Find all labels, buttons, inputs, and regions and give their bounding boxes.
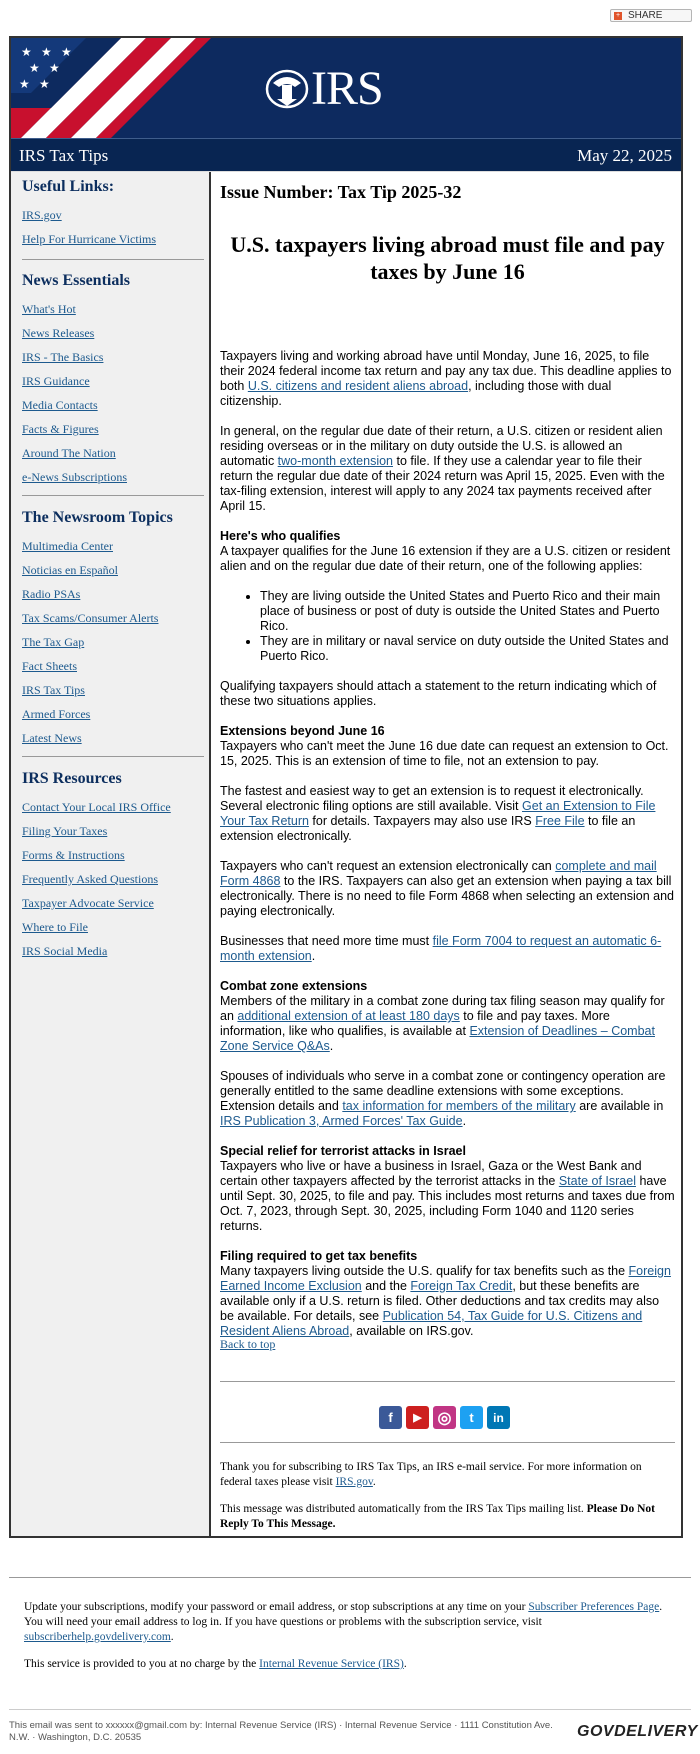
newsletter-title: IRS Tax Tips xyxy=(19,146,109,165)
sidebar xyxy=(11,172,211,1536)
paragraph: Spouses of individuals who serve in a combat zone or contingency operation are generally entitled to the same deadline extensions with some exceptions. Extension details and tax information for members of the military are available in IRS Publication 3, Armed Forces' Tax Guide. xyxy=(220,1069,666,1128)
sidebar-link[interactable]: Where to File xyxy=(22,920,88,934)
sidebar-link[interactable]: Armed Forces xyxy=(22,707,91,721)
svg-text:★: ★ xyxy=(29,61,40,75)
article-link[interactable]: Get an Extension to File Your Tax Return xyxy=(220,799,656,828)
paragraph: Thank you for subscribing to IRS Tax Tips, an IRS e-mail service. For more information on federal taxes please visit IRS.gov. xyxy=(220,1461,642,1488)
sidebar-link[interactable]: Latest News xyxy=(22,731,82,745)
sidebar-link[interactable]: IRS Guidance xyxy=(22,374,90,388)
qualifies-list xyxy=(220,589,675,664)
paragraph: In general, on the regular due date of their return, a U.S. citizen or resident alien residing overseas or in the military on duty outside the U.S. is allowed an automatic two-month extension to file. If they use a calendar year to file their return the regular due date of their 2024 return was April 15, 2025. Even with the tax-filing extension, interest will apply to any 2024 tax payments received after April 15. xyxy=(220,424,665,513)
paragraph: This service is provided to you at no charge by the Internal Revenue Service (IRS). xyxy=(24,1658,407,1670)
section-heading: Combat zone extensions xyxy=(220,979,368,993)
sidebar-link[interactable]: e-News Subscriptions xyxy=(22,470,127,484)
share-button[interactable] xyxy=(610,9,692,22)
section-heading: Filing required to get tax benefits xyxy=(220,1249,418,1263)
section-heading: Special relief for terrorist attacks in Israel xyxy=(220,1144,466,1158)
divider xyxy=(220,1381,675,1382)
sidebar-link[interactable]: Around The Nation xyxy=(22,446,116,460)
newsroom-topics-heading: The Newsroom Topics xyxy=(22,509,173,526)
sidebar-link[interactable]: Fact Sheets xyxy=(22,659,77,673)
article-link[interactable]: Foreign Earned Income Exclusion xyxy=(220,1264,671,1293)
email-sent-line: This email was sent to xxxxxx@gmail.com by: Internal Revenue Service (IRS) · Internal Revenue Service · 1111 Constitution Ave. N.W. · Washington, D.C. 20535 xyxy=(9,1720,553,1743)
article-link[interactable]: IRS Publication 3, Armed Forces' Tax Guide xyxy=(220,1114,463,1128)
sidebar-link[interactable]: What's Hot xyxy=(22,302,76,316)
eagle-icon xyxy=(265,69,309,109)
sidebar-link[interactable]: Media Contacts xyxy=(22,398,98,412)
paragraph: Businesses that need more time must file Form 7004 to request an automatic 6-month extension. xyxy=(220,934,662,963)
paragraph: Here's who qualifies A taxpayer qualifies for the June 16 extension if they are a U.S. citizen or resident alien and on the regular due date of their return, one of the following applies: xyxy=(220,529,671,573)
issue-date: May 22, 2025 xyxy=(577,146,672,165)
article-headline: U.S. taxpayers living abroad must file and pay taxes by June 16 xyxy=(230,232,665,284)
sidebar-link[interactable]: IRS Tax Tips xyxy=(22,683,85,697)
subscription-footer xyxy=(24,1600,674,1684)
sidebar-link[interactable]: The Tax Gap xyxy=(22,635,85,649)
svg-text:★: ★ xyxy=(39,77,50,91)
paragraph: Taxpayers who can't request an extension electronically can complete and mail Form 4868 to the IRS. Taxpayers can also get an extension when paying a tax bill electronically. There is no need to file Form 4868 when selecting an extension and paying electronically. xyxy=(220,859,674,918)
social-icons xyxy=(379,1406,510,1429)
article-link[interactable]: Extension of Deadlines – Combat Zone Service Q&As xyxy=(220,1024,655,1053)
article-link[interactable]: State of Israel xyxy=(558,1174,636,1188)
sidebar-link[interactable]: Multimedia Center xyxy=(22,539,113,553)
paragraph: Special relief for terrorist attacks in Israel Taxpayers who live or have a business in Israel, Gaza or the West Bank and certain other taxpayers affected by the terrorist attacks in the State of Israel have until Sept. 30, 2025, to file and pay. This includes most returns and taxes due from Oct. 7, 2023, through Sept. 30, 2025, including Form 1040 and 1120 series returns. xyxy=(220,1144,675,1233)
svg-text:★: ★ xyxy=(19,77,30,91)
section-heading: Extensions beyond June 16 xyxy=(220,724,385,738)
article-link[interactable]: U.S. citizens and resident aliens abroad xyxy=(247,379,469,393)
sidebar-link[interactable]: Frequently Asked Questions xyxy=(22,872,158,886)
issue-number: Issue Number: Tax Tip 2025-32 xyxy=(220,182,462,202)
subscriber-preferences-link[interactable]: Subscriber Preferences Page xyxy=(528,1601,660,1613)
facebook-icon[interactable]: f xyxy=(379,1406,402,1429)
header-banner xyxy=(11,38,681,138)
divider xyxy=(9,1709,691,1710)
article-link[interactable]: complete and mail Form 4868 xyxy=(220,859,657,888)
irs-link[interactable]: Internal Revenue Service (IRS) xyxy=(259,1658,404,1670)
irs-gov-link[interactable]: IRS.gov xyxy=(335,1476,373,1488)
sidebar-link[interactable]: Taxpayer Advocate Service xyxy=(22,896,154,910)
paragraph: Qualifying taxpayers should attach a statement to the return indicating which of these two situations applies. xyxy=(220,679,657,708)
back-to-top-link[interactable]: Back to top xyxy=(220,1337,276,1351)
sidebar-link[interactable]: Filing Your Taxes xyxy=(22,824,108,838)
paragraph: Extensions beyond June 16 Taxpayers who can't meet the June 16 due date can request an extension to Oct. 15, 2025. This is an extension of time to file, not an extension to pay. xyxy=(220,724,669,768)
divider xyxy=(220,1442,675,1443)
youtube-icon[interactable]: ▶ xyxy=(406,1406,429,1429)
sidebar-link[interactable]: News Releases xyxy=(22,326,95,340)
svg-text:★: ★ xyxy=(49,61,60,75)
logo-text: IRS xyxy=(311,62,383,115)
svg-text:★: ★ xyxy=(61,45,72,59)
instagram-icon[interactable]: ◎ xyxy=(433,1406,456,1429)
useful-links-heading: Useful Links: xyxy=(22,178,115,195)
sidebar-link[interactable]: IRS Social Media xyxy=(22,944,108,958)
svg-text:★: ★ xyxy=(41,45,52,59)
article-link[interactable]: file Form 7004 to request an automatic 6-month extension xyxy=(220,934,662,963)
sidebar-link[interactable]: Forms & Instructions xyxy=(22,848,125,862)
linkedin-icon[interactable]: in xyxy=(487,1406,510,1429)
main-content xyxy=(213,172,681,1536)
article-link[interactable]: Free File xyxy=(535,814,585,828)
sidebar-link[interactable]: Contact Your Local IRS Office xyxy=(22,800,171,814)
twitter-icon[interactable]: t xyxy=(460,1406,483,1429)
sidebar-link[interactable]: Radio PSAs xyxy=(22,587,81,601)
svg-text:★: ★ xyxy=(21,45,32,59)
newsletter-frame xyxy=(9,36,683,1538)
paragraph: Taxpayers living and working abroad have until Monday, June 16, 2025, to file their 2024 federal income tax return and pay any tax due. This deadline applies to both U.S. citizens and resident aliens abroad, including those with dual citizenship. xyxy=(220,349,672,408)
share-label: SHARE xyxy=(628,10,663,21)
irs-logo xyxy=(265,62,383,115)
divider xyxy=(22,495,204,496)
list-item: • They are in military or naval service on duty outside the United States and Puerto Rico. xyxy=(260,634,675,664)
article-link[interactable]: Publication 54, Tax Guide for U.S. Citizens and Resident Aliens Abroad xyxy=(220,1309,643,1338)
govdelivery-logo[interactable]: GOVDELIVERY xyxy=(577,1723,698,1740)
sidebar-link[interactable]: Help For Hurricane Victims xyxy=(22,232,157,246)
article-link[interactable]: Foreign Tax Credit xyxy=(410,1279,513,1293)
article-link[interactable]: tax information for members of the military xyxy=(342,1099,576,1113)
thanks-note xyxy=(220,1460,675,1544)
paragraph: Combat zone extensions Members of the military in a combat zone during tax filing season may qualify for an additional extension of at least 180 days to file and pay taxes. More information, like who qualifies, is available at Extension of Deadlines – Combat Zone Service Q&As. xyxy=(220,979,665,1053)
divider xyxy=(9,1577,691,1578)
list-item: • They are living outside the United States and Puerto Rico and their main place of business or post of duty is outside the United States and Puerto Rico. xyxy=(260,589,675,634)
sidebar-link[interactable]: Noticias en Español xyxy=(22,563,118,577)
sidebar-link[interactable]: Tax Scams/Consumer Alerts xyxy=(22,611,159,625)
article-link[interactable]: additional extension of at least 180 days xyxy=(237,1009,460,1023)
paragraph: The fastest and easiest way to get an extension is to request it electronically. Several electronic filing options are still available. Visit Get an Extension to File Your Tax Return for details. Taxpayers may also use IRS Free File to file an extension electronically. xyxy=(220,784,656,843)
share-icon: + xyxy=(615,11,621,19)
divider xyxy=(22,259,204,260)
article-link[interactable]: two-month extension xyxy=(277,454,394,468)
divider xyxy=(22,756,204,757)
subscriber-help-link[interactable]: subscriberhelp.govdelivery.com xyxy=(24,1631,171,1643)
paragraph: Filing required to get tax benefits Many taxpayers living outside the U.S. qualify for tax benefits such as the Foreign Earned Income Exclusion and the Foreign Tax Credit, but these benefits are available only if a U.S. return is filed. Other deductions and tax credits may also be available. For details, see Publication 54, Tax Guide for U.S. Citizens and Resident Aliens Abroad, available on IRS.gov. xyxy=(220,1249,671,1338)
irs-resources-heading: IRS Resources xyxy=(22,770,122,787)
title-bar xyxy=(11,138,681,172)
paragraph: Update your subscriptions, modify your password or email address, or stop subscriptions at any time on your Subscriber Preferences Page. You will need your email address to log in. If you have questions or problems with the subscription service, visit subscriberhelp.govdelivery.com. xyxy=(24,1601,663,1643)
paragraph: This message was distributed automatically from the IRS Tax Tips mailing list. Please Do Not Reply To This Message. xyxy=(220,1503,655,1530)
sidebar-link[interactable]: IRS - The Basics xyxy=(22,350,104,364)
sidebar-link[interactable]: IRS.gov xyxy=(22,208,62,222)
section-heading: Here's who qualifies xyxy=(220,529,341,543)
article-body xyxy=(220,349,675,1354)
news-essentials-heading: News Essentials xyxy=(22,272,131,289)
sidebar-link[interactable]: Facts & Figures xyxy=(22,422,99,436)
